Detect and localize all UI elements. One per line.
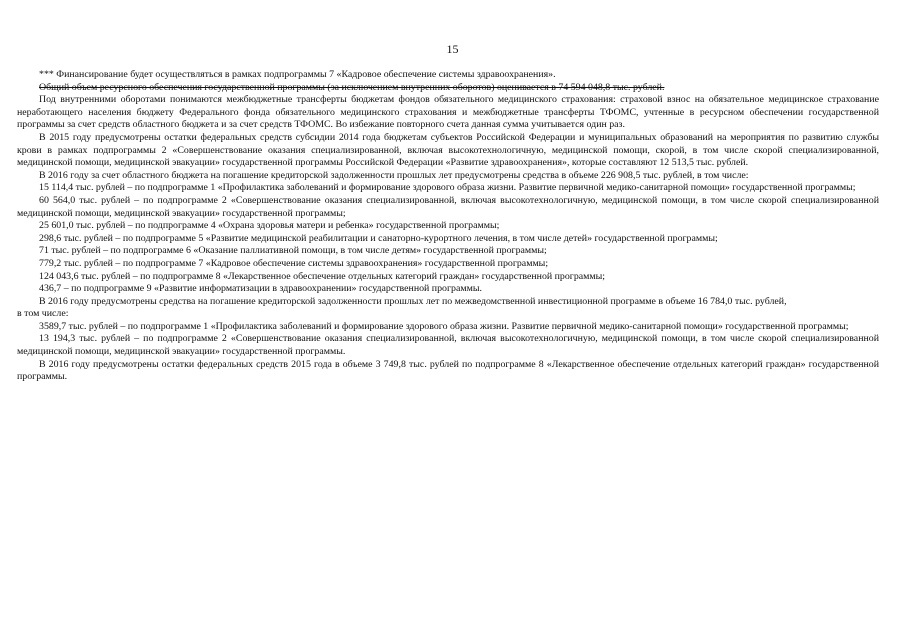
list-item: 25 601,0 тыс. рублей – по подпрограмме 4 «Охрана здоровья матери и ребенка» государственной программы;: [39, 220, 500, 232]
list-item: 436,7 – по подпрограмме 9 «Развитие информатизации в здравоохранении» государственной программы.: [39, 283, 482, 295]
list-item: 124 043,6 тыс. рублей – по подпрограмме 8 «Лекарственное обеспечение отдельных категорий граждан» государственной программы;: [39, 270, 606, 282]
list-item: 779,2 тыс. рублей – по подпрограмме 7 «Кадровое обеспечение системы здравоохранения» государственной программы;: [39, 257, 549, 269]
list-item: 60 564,0 тыс. рублей – по подпрограмме 2 «Совершенствование оказания специализированной, включая высокотехнологичную, медицинской помощи, в том числе скорой специализированной медицинской помощи, медицинской эвакуации» государственной программы;: [17, 194, 879, 219]
list-item: 298,6 тыс. рублей – по подпрограмме 5 «Развитие медицинской реабилитации и санаторно-курортного лечения, в том числе детей» государственной программы;: [39, 232, 718, 244]
paragraph: Под внутренними оборотами понимаются межбюджетные трансферты бюджетам фондов обязательного медицинского страхования: страховой взнос на обязательное медицинское страхование неработающего населения бюджету Федерального фонда обязательного медицинского страхования и межбюджетные трансферты ТФОМС, учтенные в ресурсном обеспечении государственной программы за счет средств областного бюджета и за счет средств ТФОМС. Во избежание повторного счета данная сумма учитывается один раз.: [17, 94, 879, 131]
footnote-paragraph: *** Финансирование будет осуществляться в рамках подпрограммы 7 «Кадровое обеспечение системы здравоохранения».: [39, 69, 556, 80]
list-item: 13 194,3 тыс. рублей – по подпрограмме 2 «Совершенствование оказания специализированной, включая высокотехнологичную, медицинской помощи, в том числе скорой специализированной медицинской помощи, медицинской эвакуации» государственной программы.: [17, 333, 879, 358]
paragraph: В 2016 году за счет областного бюджета на погашение кредиторской задолженности прошлых лет предусмотрены средства в объеме 226 908,5 тыс. рублей, в том числе:: [39, 169, 749, 181]
paragraph: В 2015 году предусмотрены остатки федеральных средств субсидии 2014 года бюджетам субъектов Российской Федерации и муниципальных образований на мероприятия по развитию службы крови в рамках подпрограммы 2 «Совершенствование оказания специализированной, включая высокотехнологичную, медицинской помощи, скорой, в том числе скорой специализированной, медицинской помощи, медицинской эвакуации» государственной программы Российской Федерации «Развитие здравоохранения», которые составляют 12 513,5 тыс. рублей.: [17, 131, 879, 169]
list-item: 3589,7 тыс. рублей – по подпрограмме 1 «Профилактика заболеваний и формирование здорового образа жизни. Развитие первичной медико-санитарной помощи» государственной программы;: [39, 320, 849, 332]
paragraph: В 2016 году предусмотрены средства на погашение кредиторской задолженности прошлых лет по межведомственной инвестиционной программе в объеме 16 784,0 тыс. рублей,: [39, 295, 787, 307]
list-item: 15 114,4 тыс. рублей – по подпрограмме 1 «Профилактика заболеваний и формирование здорового образа жизни. Развитие первичной медико-санитарной помощи» государственной программы;: [39, 182, 856, 194]
total-volume-paragraph: Общий объем ресурсного обеспечения государственной программы (за исключением внутренних оборотов) оценивается в 74 594 048,8 тыс. рублей.: [39, 81, 665, 93]
document-body: [17, 69, 879, 384]
paragraph: В 2016 году предусмотрены остатки федеральных средств 2015 года в объеме 3 749,8 тыс. рублей по подпрограмме 8 «Лекарственное обеспечение отдельных категорий граждан» государственной программы.: [17, 358, 879, 383]
page-number: 15: [446, 42, 459, 56]
list-item: 71 тыс. рублей – по подпрограмме 6 «Оказание паллиативной помощи, в том числе детям» государственной программы;: [39, 245, 547, 257]
paragraph: в том числе:: [17, 308, 69, 320]
